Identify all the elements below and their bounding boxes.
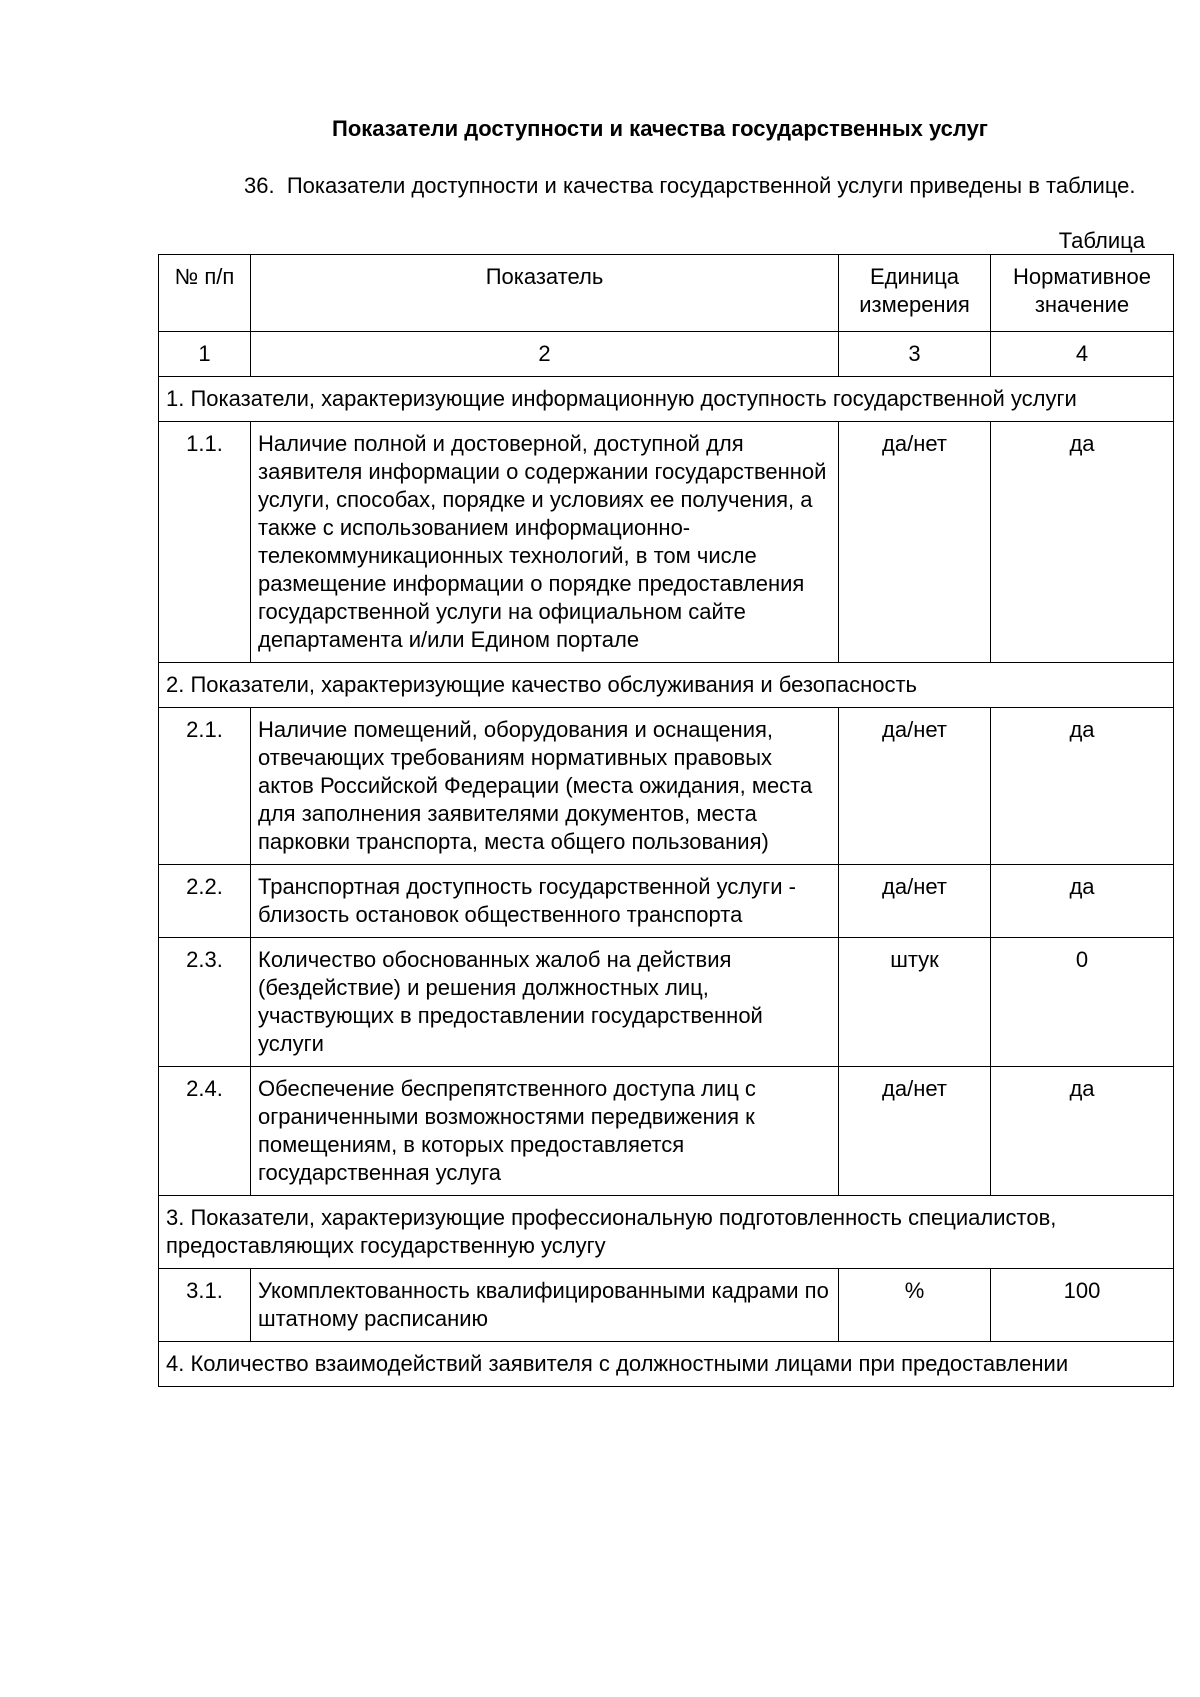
table-row — [159, 1269, 1174, 1342]
table-row — [159, 708, 1174, 865]
row-unit: да/нет — [839, 1067, 991, 1196]
row-number: 2.2. — [159, 865, 251, 938]
table-body — [159, 377, 1174, 1387]
row-norm-value: да — [991, 708, 1174, 865]
header-unit: Единица измерения — [839, 255, 991, 332]
row-unit: % — [839, 1269, 991, 1342]
column-number-row — [159, 332, 1174, 377]
header-num: № п/п — [159, 255, 251, 332]
row-norm-value: да — [991, 1067, 1174, 1196]
row-number: 2.3. — [159, 938, 251, 1067]
column-number: 2 — [251, 332, 839, 377]
row-unit: да/нет — [839, 708, 991, 865]
section-row — [159, 377, 1174, 422]
row-indicator: Наличие помещений, оборудования и оснащения, отвечающих требованиям нормативных правовых актов Российской Федерации (места ожидания, места для заполнения заявителями документов, места парковки транспорта, места общего пользования) — [251, 708, 839, 865]
row-indicator: Обеспечение беспрепятственного доступа лиц с ограниченными возможностями передвижения к помещениям, в которых предоставляется государственная услуга — [251, 1067, 839, 1196]
intro-text: Показатели доступности и качества государственной услуги приведены в таблице. — [286, 173, 1136, 198]
column-number: 4 — [991, 332, 1174, 377]
section-row — [159, 1196, 1174, 1269]
row-number: 1.1. — [159, 422, 251, 663]
section-title: 3. Показатели, характеризующие профессиональную подготовленность специалистов, предоставляющих государственную услугу — [159, 1196, 1174, 1269]
row-number: 2.1. — [159, 708, 251, 865]
table-row — [159, 938, 1174, 1067]
row-number: 3.1. — [159, 1269, 251, 1342]
column-number: 3 — [839, 332, 991, 377]
intro-number: 36. — [244, 173, 275, 198]
section-title: 1. Показатели, характеризующие информационную доступность государственной услуги — [159, 377, 1174, 422]
table-row — [159, 865, 1174, 938]
row-number: 2.4. — [159, 1067, 251, 1196]
row-indicator: Количество обоснованных жалоб на действия (бездействие) и решения должностных лиц, участвующих в предоставлении государственной услуги — [251, 938, 839, 1067]
page-title: Показатели доступности и качества государственных услуг — [332, 116, 988, 141]
row-unit: да/нет — [839, 865, 991, 938]
row-indicator: Транспортная доступность государственной услуги - близость остановок общественного транспорта — [251, 865, 839, 938]
section-title: 4. Количество взаимодействий заявителя с должностными лицами при предоставлении — [159, 1342, 1174, 1387]
section-row — [159, 663, 1174, 708]
section-title: 2. Показатели, характеризующие качество обслуживания и безопасность — [159, 663, 1174, 708]
row-norm-value: да — [991, 865, 1174, 938]
row-indicator: Укомплектованность квалифицированными кадрами по штатному расписанию — [251, 1269, 839, 1342]
intro-paragraph — [172, 172, 1162, 200]
indicators-table — [158, 254, 1174, 1387]
row-unit: да/нет — [839, 422, 991, 663]
section-row — [159, 1342, 1174, 1387]
header-norm: Нормативное значение — [991, 255, 1174, 332]
row-norm-value: 0 — [991, 938, 1174, 1067]
header-indicator: Показатель — [251, 255, 839, 332]
table-header-row — [159, 255, 1174, 332]
table-row — [159, 422, 1174, 663]
row-norm-value: 100 — [991, 1269, 1174, 1342]
column-number: 1 — [159, 332, 251, 377]
table-row — [159, 1067, 1174, 1196]
table-caption: Таблица — [1058, 228, 1145, 253]
row-norm-value: да — [991, 422, 1174, 663]
row-indicator: Наличие полной и достоверной, доступной для заявителя информации о содержании государственной услуги, способах, порядке и условиях ее получения, а также с использованием информационно-телекоммуникационных технологий, в том числе размещение информации о порядке предоставления государственной услуги на официальном сайте департамента и/или Едином портале — [251, 422, 839, 663]
row-unit: штук — [839, 938, 991, 1067]
